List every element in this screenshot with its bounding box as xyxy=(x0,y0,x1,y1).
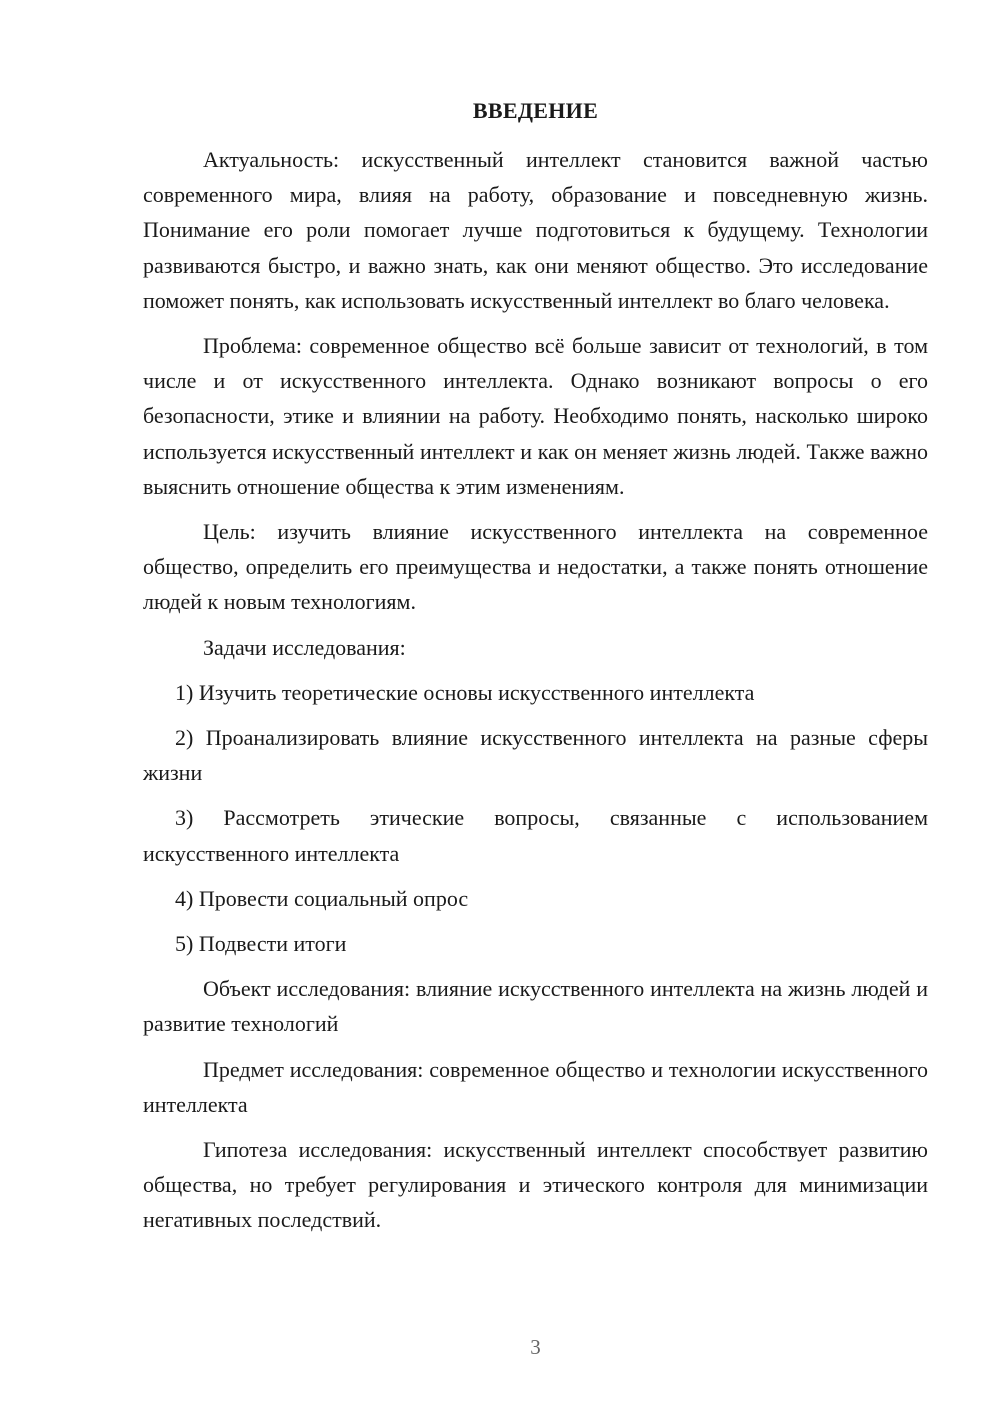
document-body xyxy=(143,142,928,1248)
task-item: 5) Подвести итоги xyxy=(175,931,347,957)
tasks-heading: Задачи исследования: xyxy=(203,634,406,660)
task-item: 1) Изучить теоретические основы искусственного интеллекта xyxy=(175,679,755,705)
paragraph-subject: Предмет исследования: современное общество и технологии искусственного интеллекта xyxy=(143,1056,928,1117)
document-page xyxy=(143,0,928,1414)
task-item: 4) Провести социальный опрос xyxy=(175,885,469,911)
page-number: 3 xyxy=(530,1335,541,1359)
paragraph-relevance: Актуальность: искусственный интеллект становится важной частью современного мира, влияя на работу, образование и повседневную жизнь. Понимание его роли помогает лучше подготовиться к будущему. Технологии развиваются быстро, и важно знать, как они меняют общество. Это исследование поможет понять, как использовать искусственный интеллект во благо человека. xyxy=(143,147,928,313)
task-item: 2) Проанализировать влияние искусственного интеллекта на разные сферы жизни xyxy=(143,725,928,786)
paragraph-object: Объект исследования: влияние искусственного интеллекта на жизнь людей и развитие технологий xyxy=(143,976,928,1037)
paragraph-goal: Цель: изучить влияние искусственного интеллекта на современное общество, определить его преимущества и недостатки, а также понять отношение людей к новым технологиям. xyxy=(143,519,928,615)
paragraph-hypothesis: Гипотеза исследования: искусственный интеллект способствует развитию общества, но требует регулирования и этического контроля для минимизации негативных последствий. xyxy=(143,1137,928,1233)
paragraph-problem: Проблема: современное общество всё больше зависит от технологий, в том числе и от искусственного интеллекта. Однако возникают вопросы о его безопасности, этике и влиянии на работу. Необходимо понять, насколько широко используется искусственный интеллект и как он меняет жизнь людей. Также важно выяснить отношение общества к этим изменениям. xyxy=(143,333,928,499)
task-item: 3) Рассмотреть этические вопросы, связанные с использованием искусственного интеллекта xyxy=(143,805,928,866)
section-title: ВВЕДЕНИЕ xyxy=(472,98,599,123)
